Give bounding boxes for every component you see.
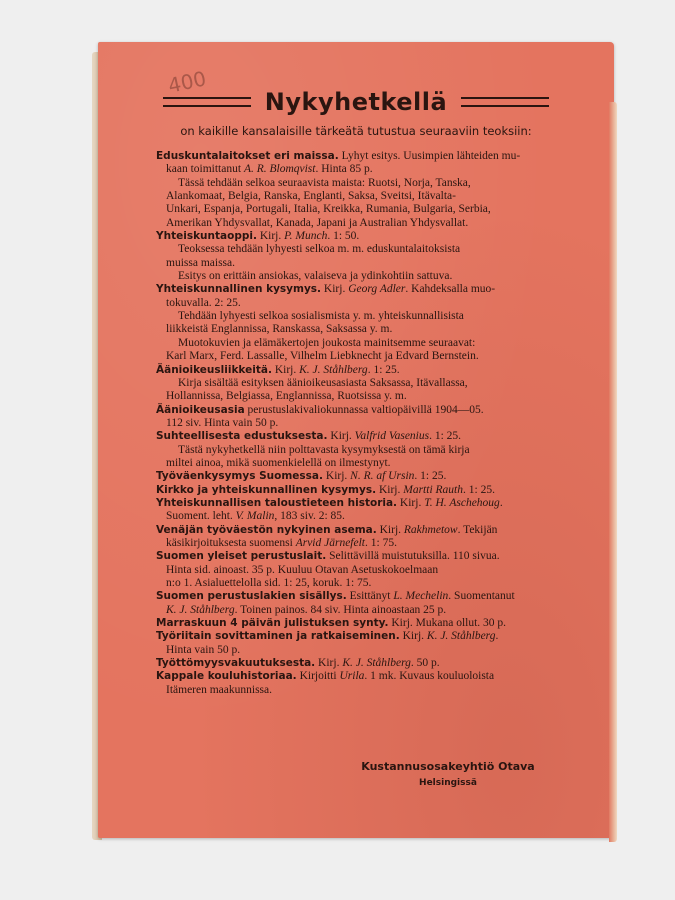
text-segment: K. J. Ståhlberg — [342, 657, 411, 670]
text-line — [156, 484, 586, 497]
text-line — [156, 150, 586, 163]
text-segment: Suoment. leht. — [166, 510, 236, 523]
text-line — [156, 510, 586, 523]
text-segment: muissa maissa. — [166, 256, 235, 269]
text-line — [156, 190, 586, 203]
text-segment: Tästä nykyhetkellä niin polttavasta kysymyksestä on tämä kirja — [178, 443, 470, 456]
text-line — [156, 524, 586, 537]
text-line — [156, 457, 586, 470]
text-segment: Kirj. — [397, 496, 425, 509]
text-segment: Kirj. — [256, 230, 285, 243]
text-line — [156, 283, 586, 296]
text-segment: Karl Marx, Ferd. Lassalle, Vilhelm Liebknecht ja Edvard Bernstein. — [166, 350, 479, 363]
text-segment: Hollannissa, Belgiassa, Englannissa, Ruotsissa y. m. — [166, 390, 407, 403]
text-line — [156, 377, 586, 390]
text-line — [156, 577, 586, 590]
text-segment: tokuvalla. 2: 25. — [166, 296, 241, 309]
text-segment: L. Mechelin — [393, 590, 449, 603]
text-line — [156, 350, 586, 363]
text-line — [156, 270, 586, 283]
title-rule-right — [461, 97, 549, 107]
text-line — [156, 203, 586, 216]
text-segment: miltei ainoa, mikä suomenkielellä on ilmestynyt. — [166, 456, 391, 469]
text-segment: Amerikan Yhdysvallat, Kanada, Japani ja Australian Yhdysvallat. — [166, 216, 469, 229]
text-segment: Rakhmetow — [403, 523, 458, 536]
text-segment: Kirjoitti — [296, 670, 340, 683]
text-segment: . Kahdeksalla muo- — [405, 283, 496, 296]
text-line — [156, 217, 586, 230]
book-title: Yhteiskunnallisen taloustieteen historia. — [156, 496, 398, 509]
text-line — [156, 243, 586, 256]
text-segment: Kirj. Mukana ollut. 30 p. — [388, 617, 507, 630]
page-title: Nykyhetkellä — [264, 88, 448, 116]
text-segment: Hinta sid. ainoast. 35 p. Kuuluu Otavan Asetuskokoelmaan — [166, 563, 439, 576]
text-segment: . 1: 75. — [365, 536, 397, 549]
text-line — [156, 670, 586, 683]
book-title: Kirkko ja yhteiskunnallinen kysymys. — [156, 483, 377, 496]
text-segment: perustuslakivaliokunnassa valtiopäivillä 1904—05. — [244, 403, 484, 416]
book-title: Yhteiskuntaoppi. — [156, 230, 257, 243]
text-segment: . — [499, 496, 503, 509]
text-segment: Kirja sisältää esityksen äänioikeusasiasta Saksassa, Itävallassa, — [178, 376, 468, 389]
text-line — [156, 390, 586, 403]
book-title: Suomen perustuslakien sisällys. — [156, 590, 347, 603]
title-row — [98, 88, 614, 116]
book-title: Työriitain sovittaminen ja ratkaiseminen. — [156, 630, 400, 643]
text-segment: Georg Adler — [348, 283, 406, 296]
text-line — [156, 323, 586, 336]
text-line — [156, 310, 586, 323]
book-back-cover — [98, 42, 614, 838]
text-segment: Urila — [339, 670, 365, 683]
text-segment: Kirj. — [376, 483, 404, 496]
text-segment: käsikirjoituksesta suomensi — [166, 536, 296, 549]
text-segment: liikkeistä Englannissa, Ranskassa, Saksassa y. m. — [166, 323, 393, 336]
text-line — [156, 470, 586, 483]
text-line — [156, 364, 586, 377]
book-title: Kappale kouluhistoriaa. — [156, 670, 297, 683]
text-segment: Kirj. — [315, 657, 343, 670]
page-subtitle: on kaikille kansalaisille tärkeätä tutustua seuraaviin teoksiin: — [180, 124, 532, 138]
text-segment: T. H. Aschehoug — [424, 496, 500, 509]
text-segment: Muotokuvien ja elämäkertojen joukosta mainitsemme seuraavat: — [178, 336, 476, 349]
text-segment: V. Malin — [235, 510, 275, 523]
text-segment: Kirj. — [399, 630, 427, 643]
text-segment: . 1: 25. — [429, 430, 462, 443]
text-segment: Tässä tehdään selkoa seuraavista maista: Ruotsi, Norja, Tanska, — [178, 176, 471, 189]
text-segment: . 50 p. — [410, 657, 440, 670]
text-line — [156, 537, 586, 550]
text-segment: Tehdään lyhyesti selkoa sosialismista y. m. yhteiskunnallisista — [178, 310, 464, 323]
text-segment: . 1 mk. Kuvaus kouluoloista — [364, 670, 495, 683]
text-segment: Itämeren maakunnissa. — [166, 683, 273, 696]
book-title: Yhteiskunnallinen kysymys. — [156, 283, 322, 296]
book-title: Äänioikeusasia — [156, 403, 245, 416]
book-title: Työttömyysvakuutuksesta. — [156, 657, 316, 670]
text-segment: N. R. af Ursin — [350, 470, 415, 483]
book-title: Suhteellisesta edustuksesta. — [156, 430, 328, 443]
text-segment: . 1: 25. — [367, 363, 400, 376]
text-segment: Valfrid Vasenius — [354, 430, 430, 443]
pencil-price-mark: 400 — [165, 66, 209, 98]
text-segment: Esittänyt — [346, 590, 394, 603]
text-segment: A. R. Blomqvist — [243, 163, 316, 176]
text-segment: Esitys on erittäin ansiokas, valaiseva ja ydinkohtiin sattuva. — [178, 270, 453, 283]
text-line — [156, 257, 586, 270]
text-line — [156, 550, 586, 563]
book-list — [156, 150, 586, 697]
text-segment: , 183 siv. 2: 85. — [274, 510, 345, 523]
book-title: Eduskuntalaitokset eri maissa. — [156, 150, 339, 162]
text-line — [156, 404, 586, 417]
book-title: Äänioikeusliikkeitä. — [156, 363, 272, 376]
title-rule-left — [163, 97, 251, 107]
text-segment: Kirj. — [376, 523, 404, 536]
text-segment: Kirj. — [327, 430, 355, 443]
text-segment: n:o 1. Asialuettelolla sid. 1: 25, koruk. 1: 75. — [166, 577, 372, 589]
text-segment: . Hinta 85 p. — [315, 163, 373, 176]
text-line — [156, 230, 586, 243]
text-segment: Hinta vain 50 p. — [166, 643, 241, 656]
text-segment: . — [495, 630, 499, 643]
text-segment: Kirj. — [323, 470, 351, 483]
text-line — [156, 417, 586, 430]
publisher-city: Helsingissä — [419, 778, 477, 788]
text-line — [156, 337, 586, 350]
text-line — [156, 644, 586, 657]
text-segment: 112 siv. Hinta vain 50 p. — [166, 416, 279, 429]
text-segment: . 1: 25. — [414, 470, 447, 483]
text-line — [156, 590, 586, 603]
publisher-name: Kustannusosakeyhtiö Otava — [361, 760, 535, 773]
book-title: Marraskuun 4 päivän julistuksen synty. — [156, 617, 389, 630]
text-segment: K. J. Ståhlberg — [166, 603, 235, 616]
text-line — [156, 684, 586, 697]
text-segment: . Tekijän — [457, 523, 498, 536]
text-segment: K. J. Ståhlberg — [299, 363, 368, 376]
text-segment: . Toinen painos. 84 siv. Hinta ainoastaan 25 p. — [234, 603, 447, 616]
text-line — [156, 297, 586, 310]
text-line — [156, 657, 586, 670]
book-title: Suomen yleiset perustuslait. — [156, 550, 327, 563]
text-segment: kaan toimittanut — [166, 163, 244, 176]
text-line — [156, 163, 586, 176]
text-segment: K. J. Ståhlberg — [426, 630, 496, 643]
text-segment: Martti Rauth — [403, 483, 463, 496]
book-title: Venäjän työväestön nykyinen asema. — [156, 523, 377, 536]
text-line — [156, 177, 586, 190]
book-title: Työväenkysymys Suomessa. — [156, 470, 324, 483]
text-segment: Lyhyt esitys. Uusimpien lähteiden mu- — [338, 150, 521, 162]
text-segment: Arvid Järnefelt — [295, 536, 365, 549]
cover-edge-strip — [609, 102, 617, 842]
text-segment: Kirj. — [271, 363, 300, 376]
text-segment: Unkari, Espanja, Portugali, Italia, Kreikka, Rumania, Bulgaria, Serbia, — [166, 203, 491, 216]
text-line — [156, 617, 586, 630]
text-line — [156, 604, 586, 617]
text-line — [156, 444, 586, 457]
text-segment: Alankomaat, Belgia, Ranska, Englanti, Saksa, Sveitsi, Itävalta- — [166, 190, 456, 203]
text-line — [156, 430, 586, 443]
text-line — [156, 497, 586, 510]
text-segment: . 1: 50. — [327, 230, 360, 243]
text-segment: Teoksessa tehdään lyhyesti selkoa m. m. eduskuntalaitoksista — [178, 243, 461, 256]
text-line — [156, 564, 586, 577]
text-segment: Selittävillä muistutuksilla. 110 sivua. — [326, 550, 500, 563]
text-segment: P. Munch — [284, 230, 328, 243]
text-line — [156, 630, 586, 643]
text-segment: . 1: 25. — [463, 483, 495, 496]
text-segment: . Suomentanut — [448, 590, 515, 603]
text-segment: Kirj. — [321, 283, 349, 296]
